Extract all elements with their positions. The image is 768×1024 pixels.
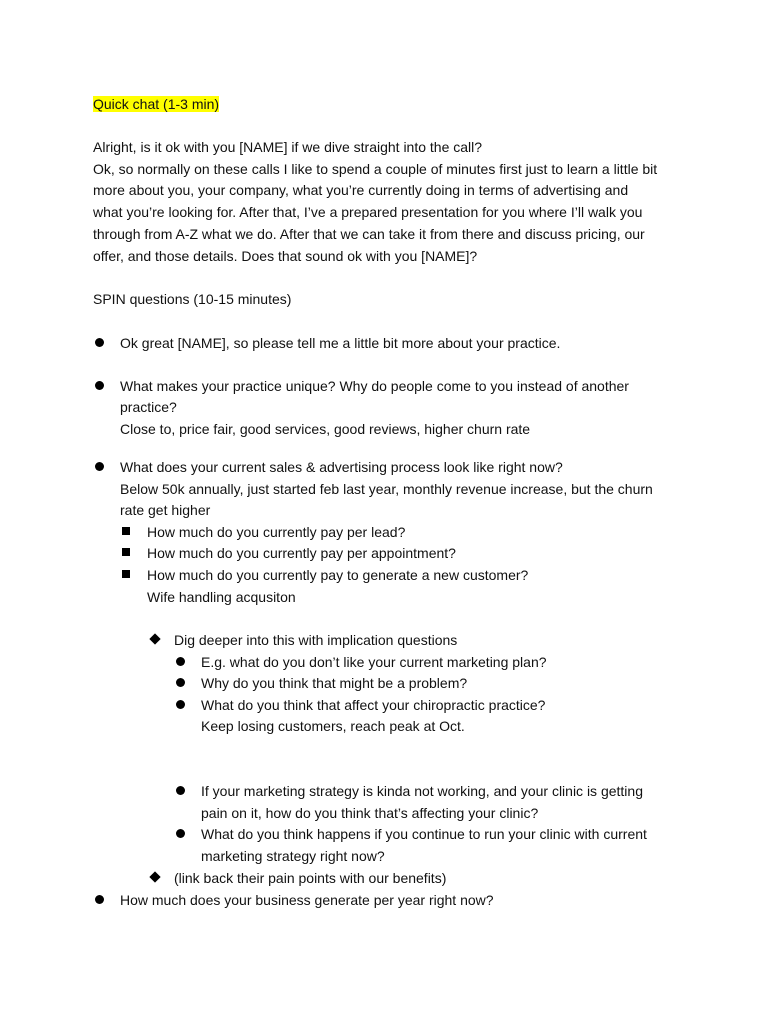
intro-line-1: Alright, is it ok with you [NAME] if we dive straight into the call? [93,139,483,155]
bullet-diamond-icon [149,633,160,644]
question-2-line-1: What makes your practice unique? Why do people come to you instead of another [120,378,629,394]
implication-3: What do you think that affect your chiropractic practice? [201,697,546,713]
implication-3-answer: Keep losing customers, reach peak at Oct. [201,718,465,734]
bullet-square-icon [122,527,130,535]
sub-question-1: How much do you currently pay per lead? [147,524,406,540]
implication-4-line-1: If your marketing strategy is kinda not working, and your clinic is getting [201,783,643,799]
bullet-square-icon [122,570,130,578]
link-back-item: (link back their pain points with our benefits) [174,870,447,886]
bullet-square-icon [122,548,130,556]
bullet-circle-icon [95,338,104,347]
intro-line-4: what you’re looking for. After that, I’ve a prepared presentation for you where I’ll walk you [93,204,643,220]
implication-2: Why do you think that might be a problem? [201,675,468,691]
sub-question-3-answer: Wife handling acqusiton [147,589,296,605]
bullet-circle-icon [176,678,185,687]
implication-1: E.g. what do you don’t like your current marketing plan? [201,654,547,670]
intro-line-2: Ok, so normally on these calls I like to spend a couple of minutes first just to learn a little bit [93,161,658,177]
intro-line-6: offer, and those details. Does that sound ok with you [NAME]? [93,248,478,264]
bullet-circle-icon [95,462,104,471]
bullet-circle-icon [176,657,185,666]
spin-heading: SPIN questions (10-15 minutes) [93,291,292,307]
quick-chat-heading [93,95,219,113]
intro-line-3: more about you, your company, what you’re currently doing in terms of advertising and [93,182,629,198]
question-3: What does your current sales & advertising process look like right now? [120,459,563,475]
question-4: How much does your business generate per year right now? [120,892,494,908]
implication-4-line-2: pain on it, how do you think that’s affecting your clinic? [201,805,539,821]
question-1: Ok great [NAME], so please tell me a little bit more about your practice. [120,335,561,351]
bullet-circle-icon [95,381,104,390]
question-3-answer-line-1: Below 50k annually, just started feb last year, monthly revenue increase, but the churn [120,481,653,497]
dig-deeper-item: Dig deeper into this with implication questions [174,632,458,648]
sub-question-3: How much do you currently pay to generate a new customer? [147,567,529,583]
question-2-answer: Close to, price fair, good services, good reviews, higher churn rate [120,421,531,437]
intro-line-5: through from A-Z what we do. After that we can take it from there and discuss pricing, our [93,226,645,242]
bullet-circle-icon [95,895,104,904]
bullet-circle-icon [176,700,185,709]
sub-question-2: How much do you currently pay per appointment? [147,545,456,561]
bullet-circle-icon [176,829,185,838]
question-2-line-2: practice? [120,399,177,415]
question-3-answer-line-2: rate get higher [120,502,211,518]
bullet-circle-icon [176,786,185,795]
implication-5-line-2: marketing strategy right now? [201,848,385,864]
implication-5-line-1: What do you think happens if you continue to run your clinic with current [201,826,647,842]
bullet-diamond-icon [149,871,160,882]
highlighted-heading: Quick chat (1-3 min) [93,96,220,112]
